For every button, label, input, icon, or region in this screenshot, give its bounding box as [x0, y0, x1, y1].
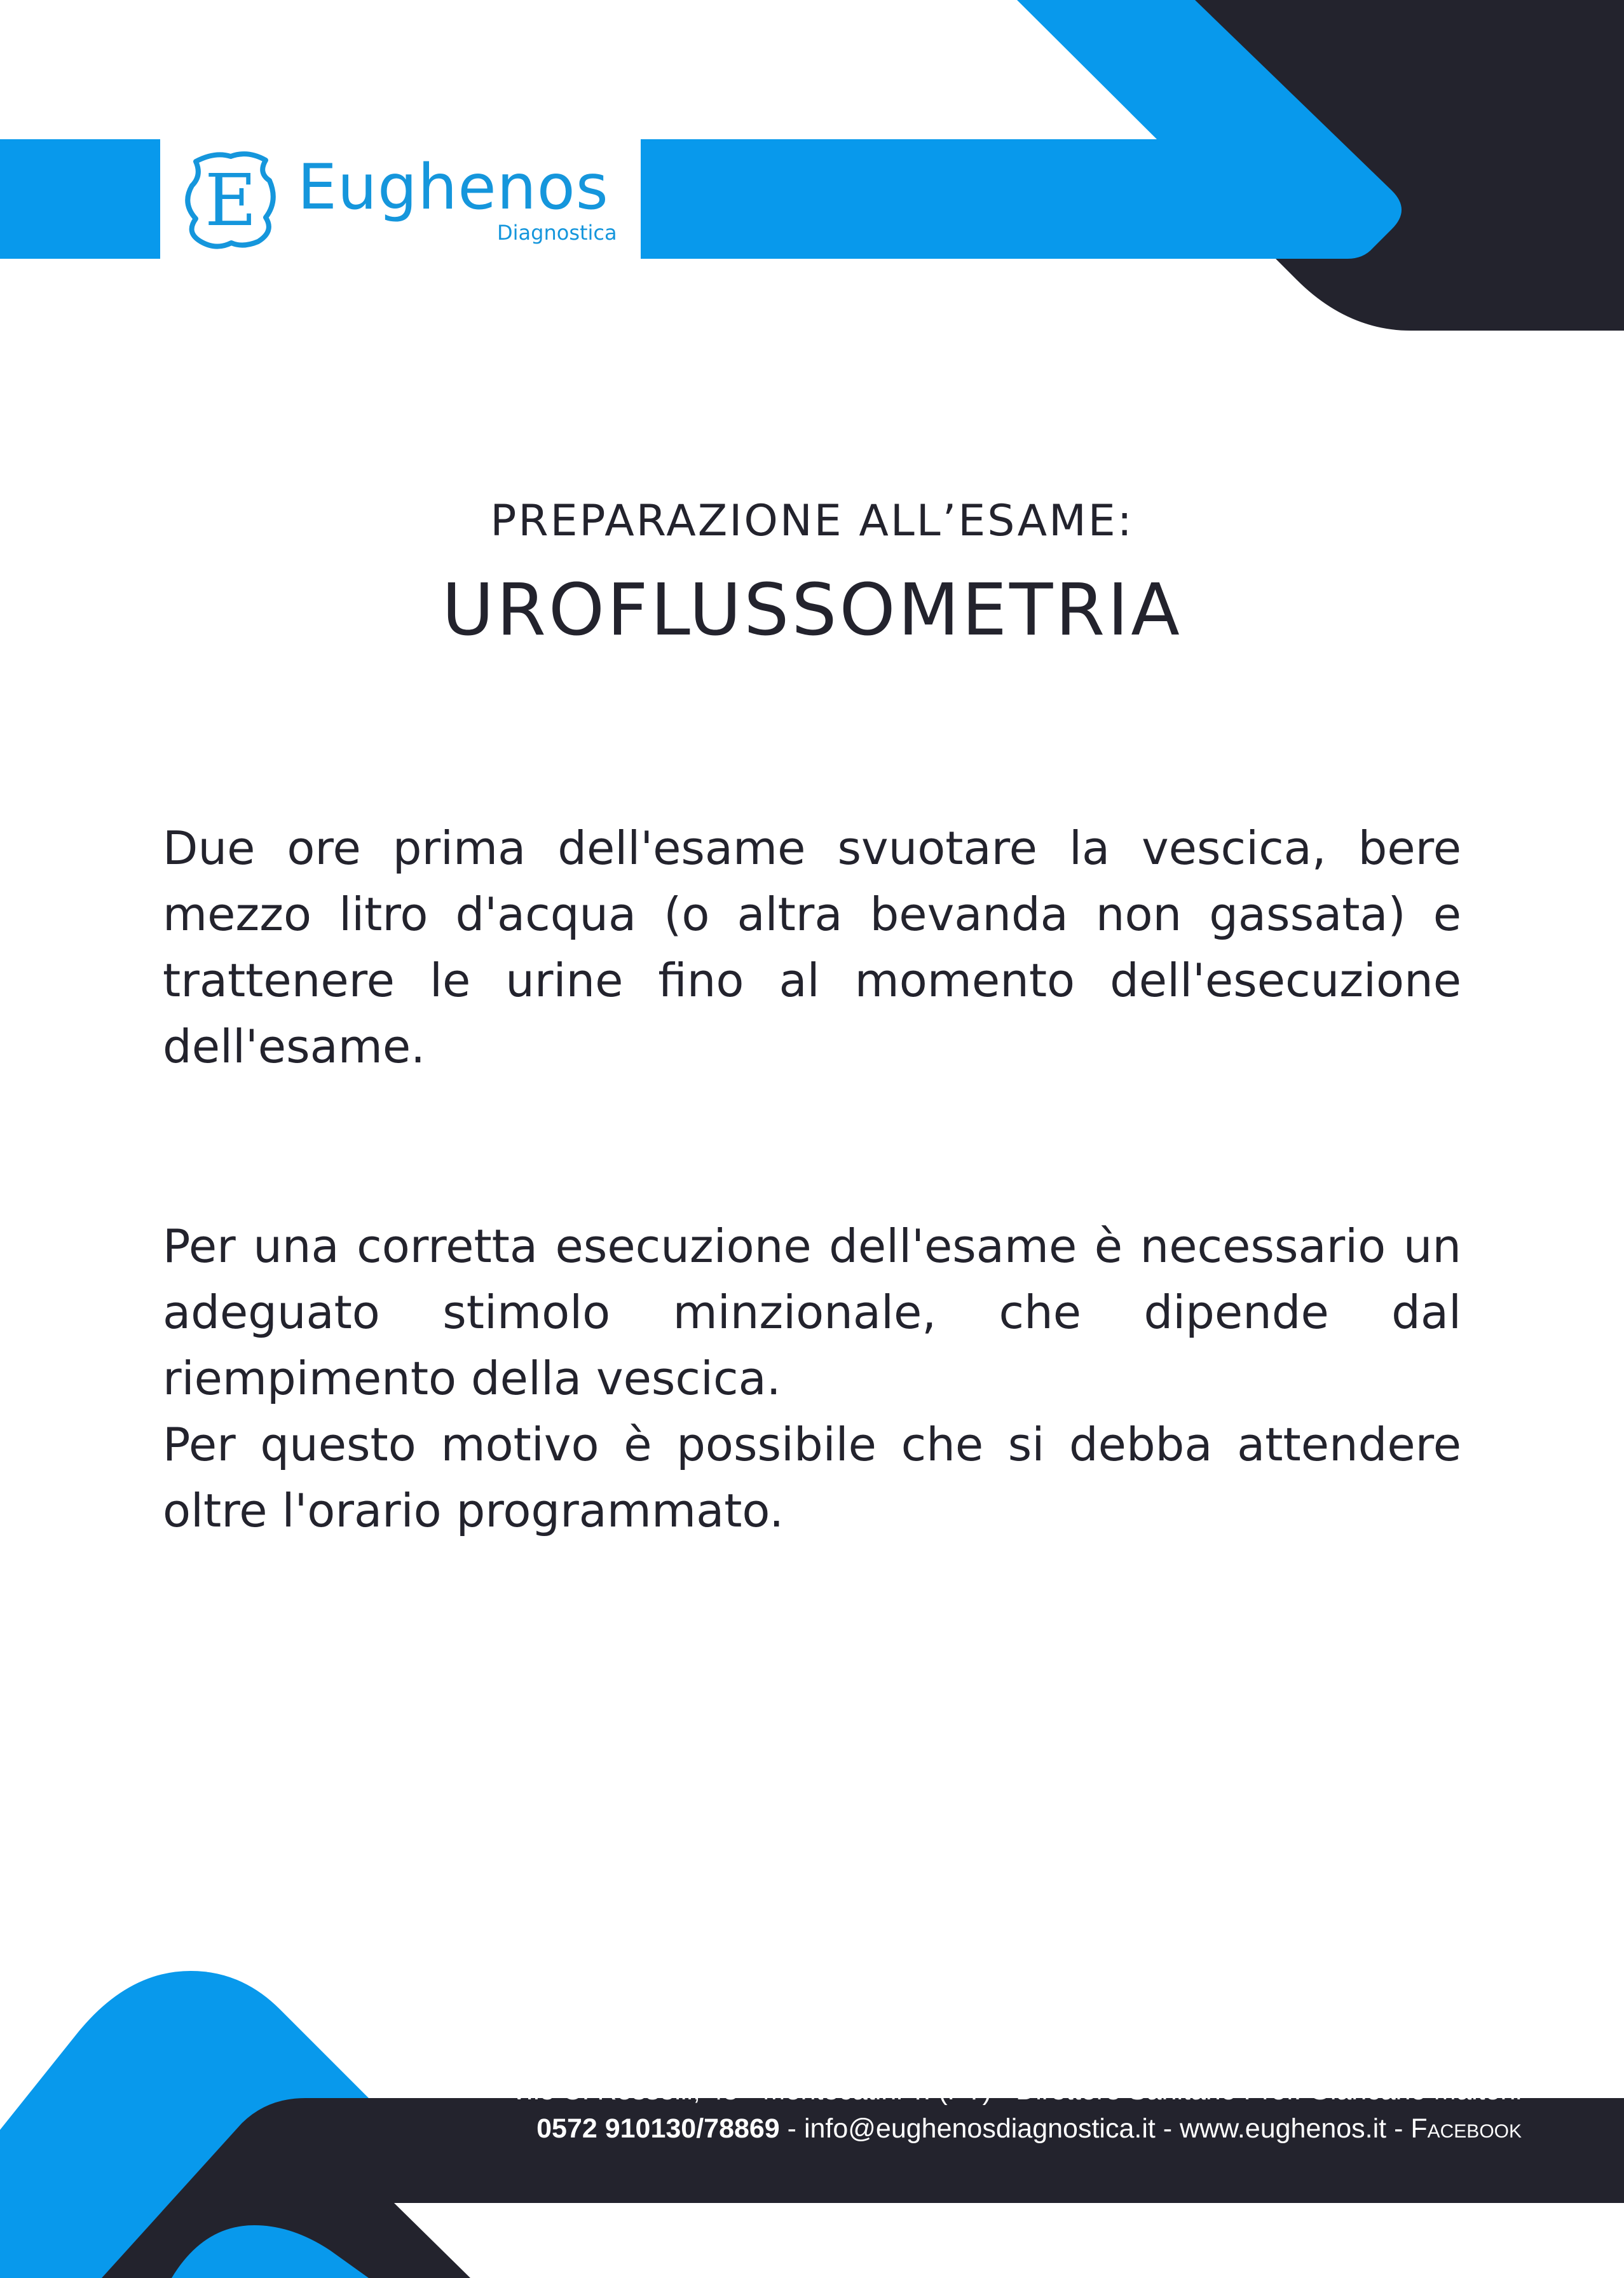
footer-website-link[interactable]: www.eughenos.it — [1180, 2113, 1387, 2144]
eughenos-logo — [177, 139, 647, 259]
logo-wordmark: Eughenos — [297, 151, 609, 224]
footer-contact — [445, 2071, 1522, 2148]
instruction-paragraph-2: Per una corretta esecuzione dell'esame è necessario un adeguato stimolo minzionale, che dipende dal riempimento della vescica. — [163, 1219, 1461, 1405]
document-subtitle: PREPARAZIONE ALL’ESAME: — [490, 496, 1134, 546]
logo-shield-icon — [177, 148, 285, 254]
logo-tagline: Diagnostica — [497, 221, 617, 245]
svg-text:E: E — [205, 160, 257, 242]
footer-contacts-line: 0572 910130/78869 - info@eughenosdiagnostica.it - www.eughenos.it - Facebook — [536, 2113, 1522, 2144]
document-title: UROFLUSSOMETRIA — [442, 569, 1182, 652]
footer-email-link[interactable]: info@eughenosdiagnostica.it — [803, 2113, 1156, 2144]
footer-facebook-link[interactable]: Facebook — [1410, 2113, 1522, 2144]
instruction-paragraph-1: Due ore prima dell'esame svuotare la vescica, bere mezzo litro d'acqua (o altra bevanda non gassata) e trattenere le urine fino al momento dell'esecuzione dell'esame. — [163, 821, 1461, 1073]
footer-phone: 0572 910130/78869 — [536, 2113, 780, 2144]
header-blue-bar-left — [0, 139, 160, 259]
footer-address: V.le C. Rosselli, 45 - Montecatini T. (PT) - Direttore Sanitario Prof. Giancarlo Maltoni — [510, 2075, 1522, 2106]
instruction-paragraph-3: Per questo motivo è possibile che si debba attendere oltre l'orario programmato. — [163, 1418, 1461, 1537]
